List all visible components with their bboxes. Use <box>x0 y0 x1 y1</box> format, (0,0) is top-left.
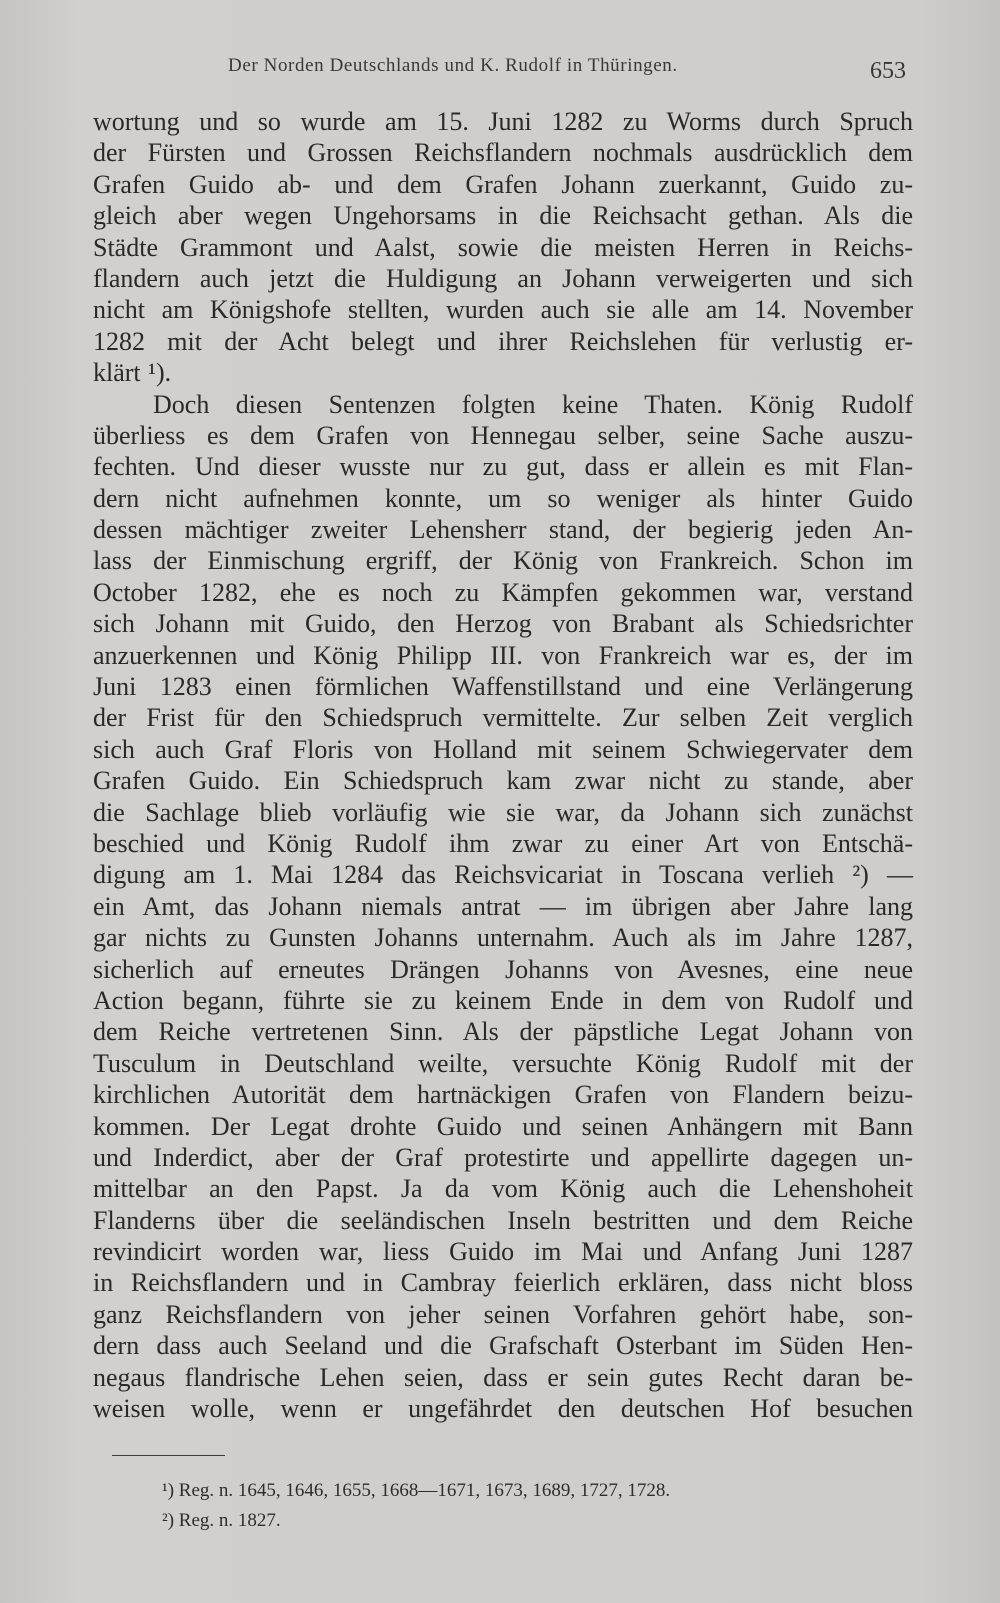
text-line: die Sachlage blieb vorläufig wie sie war, da Johann sich zunächst <box>93 797 913 827</box>
text-line: dern nicht aufnehmen konnte, um so weniger als hinter Guido <box>93 483 913 513</box>
text-line: Tusculum in Deutschland weilte, versuchte König Rudolf mit der <box>93 1048 913 1078</box>
text-line: in Reichsflandern und in Cambray feierlich erklären, dass nicht bloss <box>93 1268 913 1298</box>
text-line: nicht am Königshofe stellten, wurden auch sie alle am 14. November <box>93 295 913 325</box>
text-line: fechten. Und dieser wusste nur zu gut, dass er allein es mit Flan- <box>93 452 913 482</box>
footnote-2: ²) Reg. n. 1827. <box>162 1510 281 1531</box>
text-line: sicherlich auf erneutes Drängen Johanns von Avesnes, eine neue <box>93 954 913 984</box>
text-line: flandern auch jetzt die Huldigung an Johann verweigerten und sich <box>93 263 913 293</box>
text-line: Städte Grammont und Aalst, sowie die meisten Herren in Reichs- <box>93 232 913 262</box>
text-line: October 1282, ehe es noch zu Kämpfen gekommen war, verstand <box>93 577 913 607</box>
text-line: weisen wolle, wenn er ungefährdet den deutschen Hof besuchen <box>93 1394 913 1424</box>
text-line: digung am 1. Mai 1284 das Reichsvicariat in Toscana verlieh ²) — <box>93 860 913 890</box>
text-line: Grafen Guido ab- und dem Grafen Johann zuerkannt, Guido zu- <box>93 169 913 199</box>
text-line: Action begann, führte sie zu keinem Ende in dem von Rudolf und <box>93 985 913 1015</box>
text-line: dern dass auch Seeland und die Grafschaft Osterbant im Süden Hen- <box>93 1331 913 1361</box>
text-line: dessen mächtiger zweiter Lehensherr stand, der begierig jeden An- <box>93 515 913 545</box>
text-line: Flanderns über die seeländischen Inseln bestritten und dem Reiche <box>93 1205 913 1235</box>
text-line: beschied und König Rudolf ihm zwar zu einer Art von Entschä- <box>93 828 913 858</box>
running-title: Der Norden Deutschlands und K. Rudolf in Thüringen. <box>228 55 678 76</box>
text-line: der Fürsten und Grossen Reichsflandern nochmals ausdrücklich dem <box>93 138 913 168</box>
text-line: der Frist für den Schiedspruch vermittelte. Zur selben Zeit verglich <box>93 703 913 733</box>
text-line: mittelbar an den Papst. Ja da vom König auch die Lehenshoheit <box>93 1174 913 1204</box>
text-line: überliess es dem Grafen von Hennegau selber, seine Sache auszu- <box>93 420 913 450</box>
text-line: gar nichts zu Gunsten Johanns unternahm. Auch als im Jahre 1287, <box>93 923 913 953</box>
text-line: sich auch Graf Floris von Holland mit seinem Schwiegervater dem <box>93 734 913 764</box>
text-line: wortung und so wurde am 15. Juni 1282 zu Worms durch Spruch <box>93 107 913 136</box>
page-number: 653 <box>870 58 906 84</box>
text-line: kommen. Der Legat drohte Guido und seinen Anhängern mit Bann <box>93 1111 913 1141</box>
text-line: revindicirt worden war, liess Guido im Mai und Anfang Juni 1287 <box>93 1237 913 1267</box>
text-line: gleich aber wegen Ungehorsams in die Reichsacht gethan. Als die <box>93 201 913 231</box>
text-line: ganz Reichsflandern von jeher seinen Vorfahren gehört habe, son- <box>93 1299 913 1329</box>
footnotes <box>162 1476 670 1536</box>
text-line: ein Amt, das Johann niemals antrat — im übrigen aber Jahre lang <box>93 891 913 921</box>
text-line: 1282 mit der Acht belegt und ihrer Reichslehen für verlustig er- <box>93 326 913 356</box>
text-line: Grafen Guido. Ein Schiedspruch kam zwar nicht zu stande, aber <box>93 766 913 796</box>
text-line: und Inderdict, aber der Graf protestirte und appellirte dagegen un- <box>93 1142 913 1172</box>
footnote-rule <box>112 1455 225 1456</box>
text-line: anzuerkennen und König Philipp III. von Frankreich war es, der im <box>93 640 913 670</box>
text-line: dem Reiche vertretenen Sinn. Als der päpstliche Legat Johann von <box>93 1017 913 1047</box>
text-line: lass der Einmischung ergriff, der König von Frankreich. Schon im <box>93 546 913 576</box>
paragraph-start-line: Doch diesen Sentenzen folgten keine Thaten. König Rudolf <box>153 389 913 419</box>
text-line: Juni 1283 einen förmlichen Waffenstillstand und eine Verlängerung <box>93 672 913 702</box>
body-text <box>93 106 913 1424</box>
text-line: kirchlichen Autorität dem hartnäckigen Grafen von Flandern beizu- <box>93 1080 913 1110</box>
footnote-1: ¹) Reg. n. 1645, 1646, 1655, 1668—1671, 1673, 1689, 1727, 1728. <box>162 1480 671 1501</box>
text-line: klärt ¹). <box>93 358 172 388</box>
text-line: negaus flandrische Lehen seien, dass er sein gutes Recht daran be- <box>93 1362 913 1392</box>
text-line: sich Johann mit Guido, den Herzog von Brabant als Schiedsrichter <box>93 609 913 639</box>
